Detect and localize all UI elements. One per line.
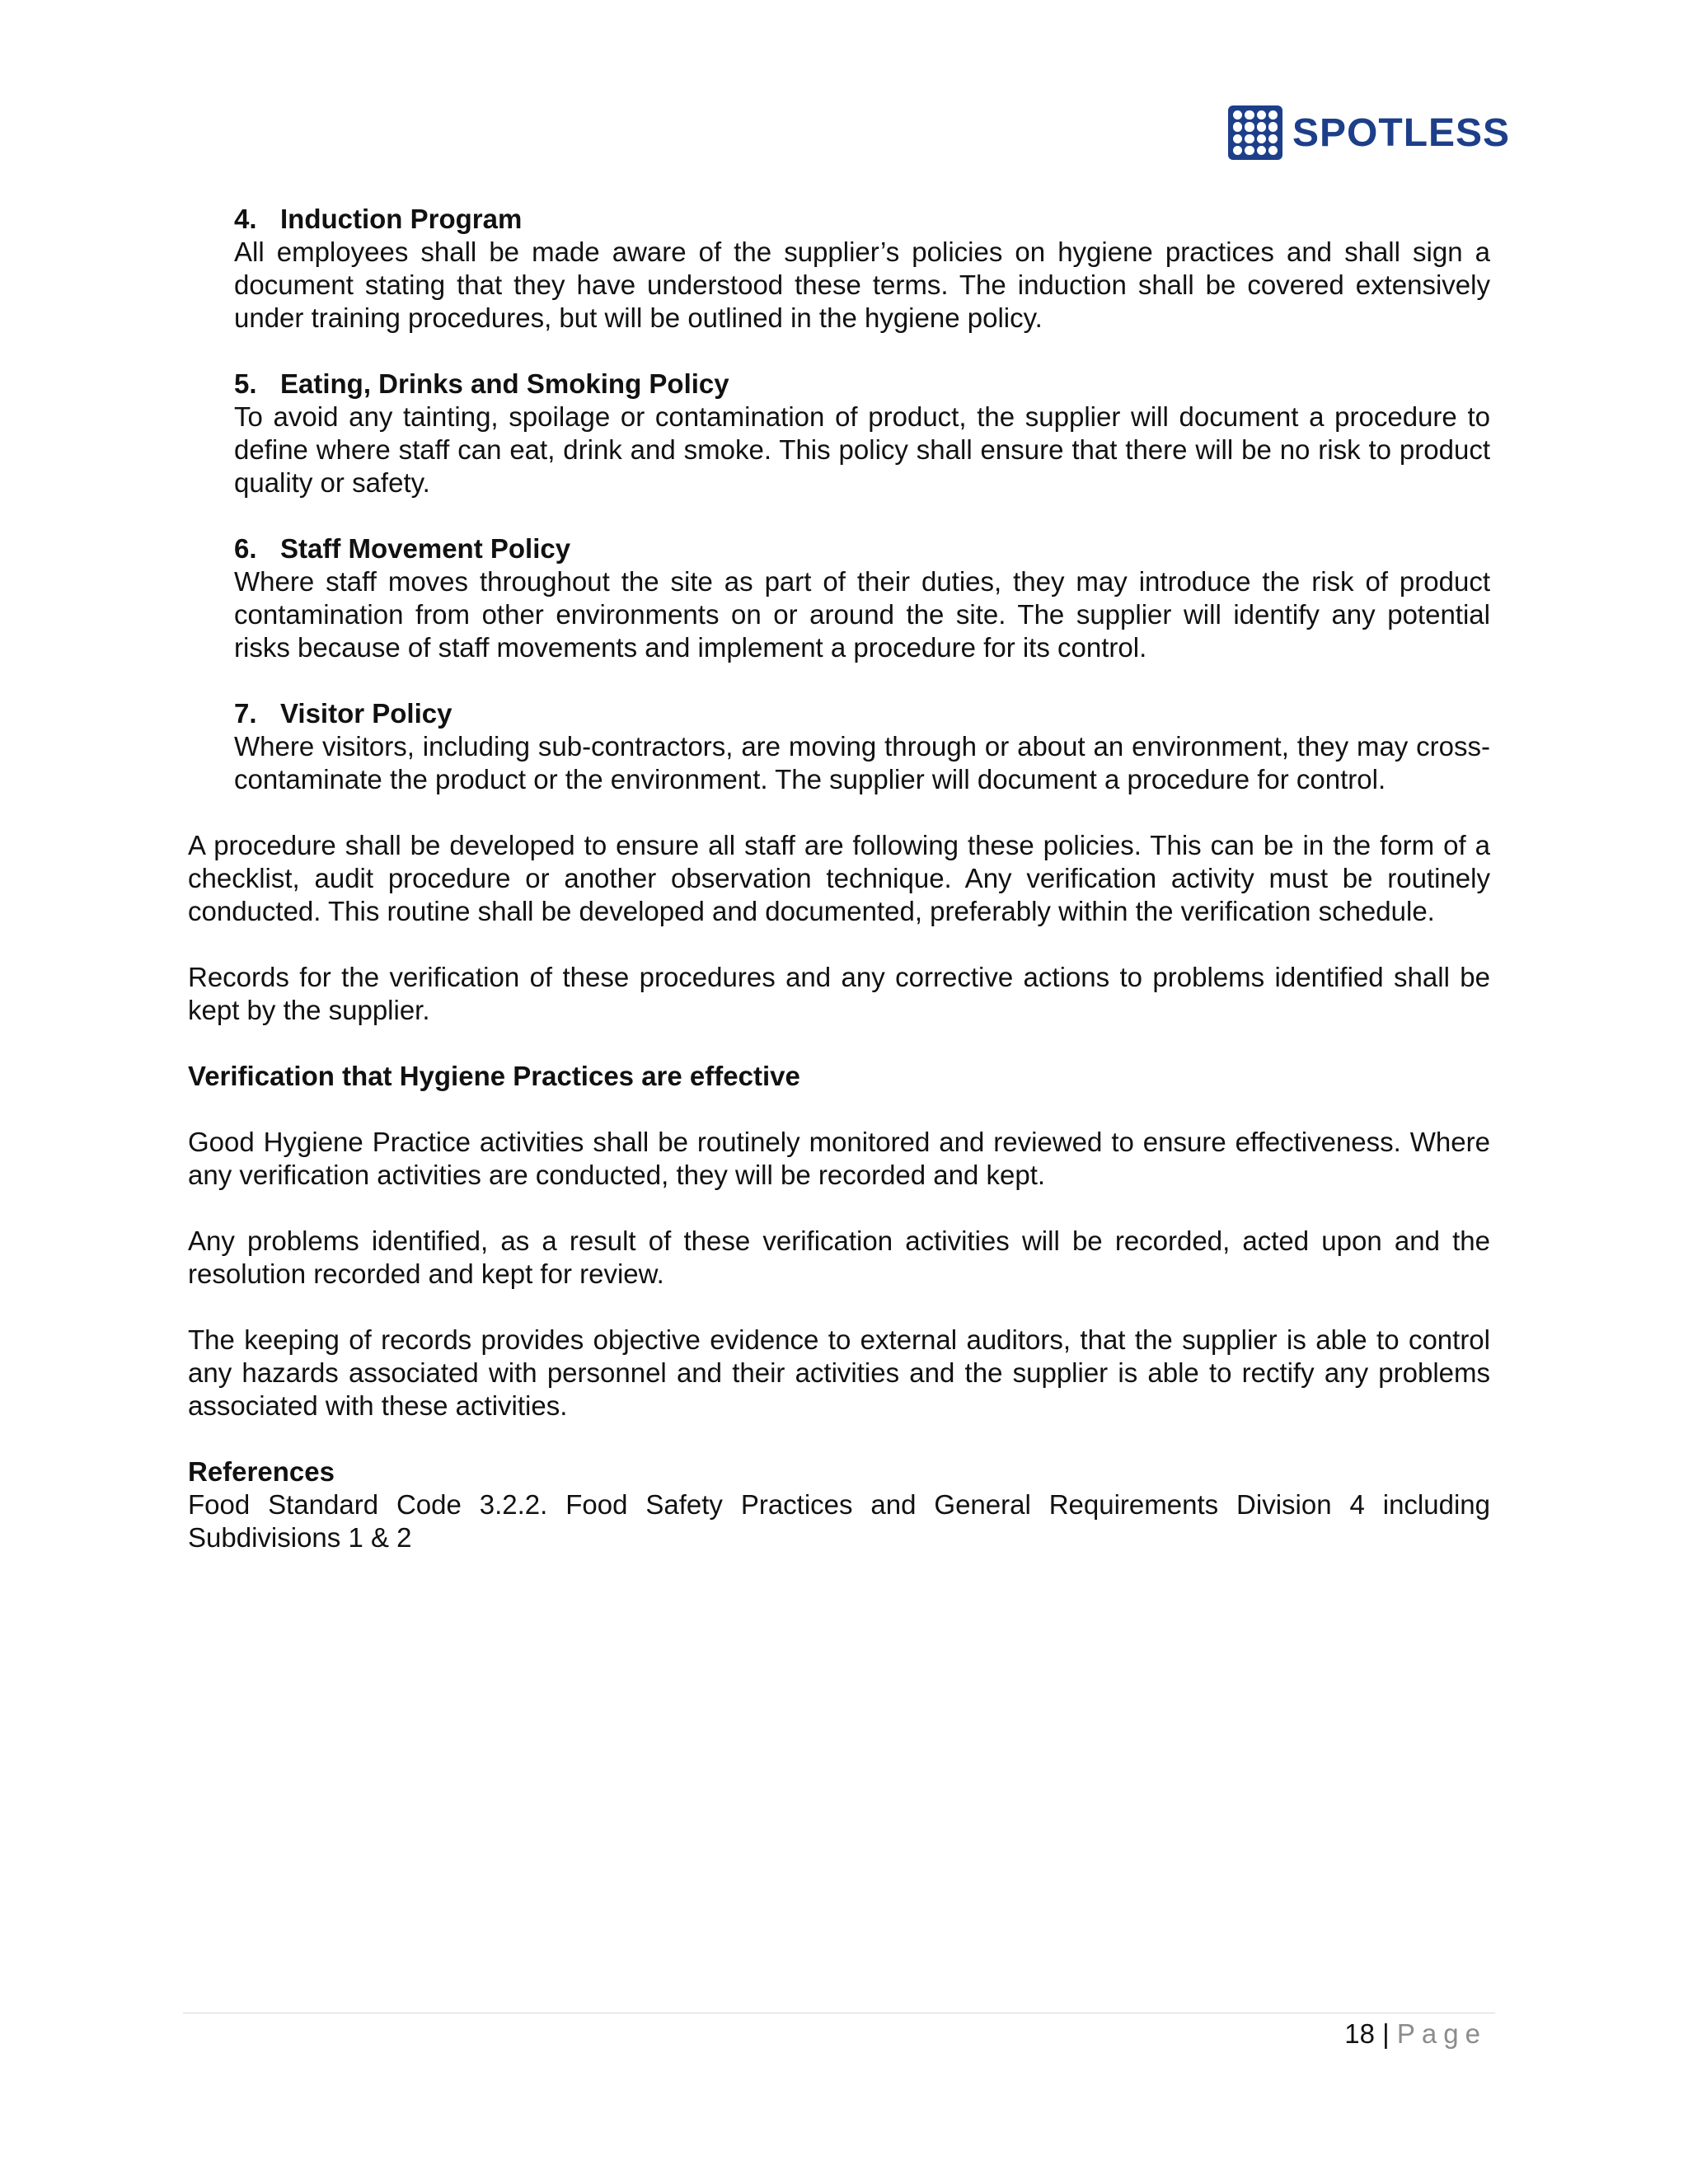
records-paragraph: Records for the verification of these procedures and any corrective actions to problems identified shall be kept by the supplier.: [188, 962, 1490, 1025]
verification-paragraph-1: Good Hygiene Practice activities shall be routinely monitored and reviewed to ensure effectiveness. Where any verification activities are conducted, they will be recorded and kept.: [188, 1127, 1490, 1190]
page-label: Page: [1396, 2018, 1487, 2049]
policy-body: To avoid any tainting, spoilage or contamination of product, the supplier will document a procedure to define where staff can eat, drink and smoke. This policy shall ensure that there will be no risk to product quality or safety.: [234, 401, 1490, 498]
policy-heading: [234, 203, 1490, 236]
policy-number: 7.: [234, 698, 257, 729]
logo-grid-icon: [1228, 105, 1282, 160]
references-body: Food Standard Code 3.2.2. Food Safety Practices and General Requirements Division 4 including Subdivisions 1 & 2: [188, 1489, 1490, 1553]
policy-title: Induction Program: [280, 204, 523, 234]
policy-heading: [234, 532, 1490, 565]
policy-heading: [234, 368, 1490, 401]
policy-title: Eating, Drinks and Smoking Policy: [280, 368, 729, 399]
policy-title: Visitor Policy: [280, 698, 452, 729]
policy-body: All employees shall be made aware of the supplier’s policies on hygiene practices and shall sign a document stating that they have understood these terms. The induction shall be covered extensively under training procedures, but will be outlined in the hygiene policy.: [234, 237, 1490, 333]
verification-paragraph-3: The keeping of records provides objective evidence to external auditors, that the supplier is able to control any hazards associated with personnel and their activities and the supplier is able to rectify any problems associated with these activities.: [188, 1324, 1490, 1421]
footer-separator: |: [1382, 2018, 1390, 2049]
page-number: 18: [1344, 2018, 1375, 2049]
policy-item-induction: [234, 203, 1490, 335]
policy-heading: [234, 697, 1490, 730]
policy-title: Staff Movement Policy: [280, 533, 571, 564]
policy-number: 4.: [234, 204, 257, 234]
policy-body: Where staff moves throughout the site as part of their duties, they may introduce the risk of product contamination from other environments on or around the site. The supplier will identify any potential risks because of staff movements and implement a procedure for its control.: [234, 566, 1490, 663]
verification-paragraph-2: Any problems identified, as a result of these verification activities will be recorded, acted upon and the resolution recorded and kept for review.: [188, 1226, 1490, 1289]
spotless-logo: [1228, 105, 1510, 160]
policy-body: Where visitors, including sub-contractors, are moving through or about an environment, they may cross-contaminate the product or the environment. The supplier will document a procedure for control.: [234, 731, 1490, 794]
policy-item-staff-movement: [234, 532, 1490, 664]
policy-number: 6.: [234, 533, 257, 564]
references-heading: References: [188, 1456, 335, 1487]
policy-item-eating: [234, 368, 1490, 499]
logo-text: SPOTLESS: [1292, 110, 1511, 155]
policy-number: 5.: [234, 368, 257, 399]
verification-heading: Verification that Hygiene Practices are effective: [188, 1061, 800, 1091]
page-footer: [1154, 2018, 1487, 2050]
procedure-paragraph: A procedure shall be developed to ensure all staff are following these policies. This can be in the form of a checklist, audit procedure or another observation technique. Any verification activity must be routinely conducted. This routine shall be developed and documented, preferably within the verification schedule.: [188, 830, 1490, 926]
document-body: [188, 203, 1490, 1554]
policy-item-visitor: [234, 697, 1490, 796]
